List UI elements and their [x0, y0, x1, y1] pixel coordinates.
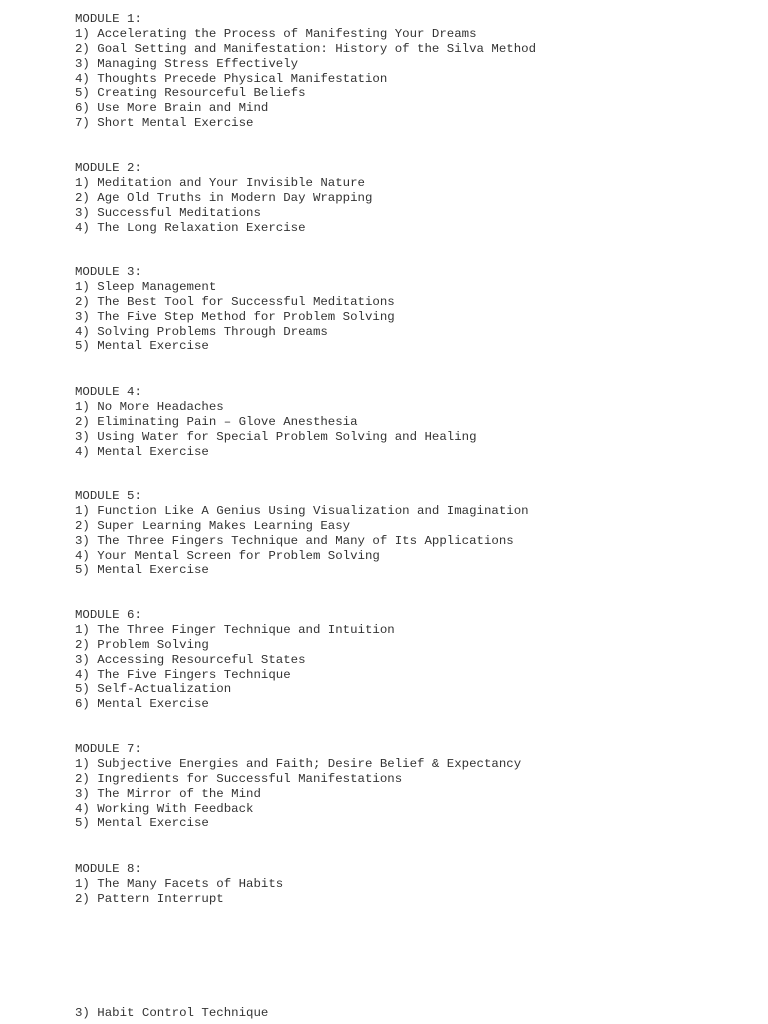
list-item: 7) Short Mental Exercise	[75, 116, 254, 131]
module-5	[75, 489, 529, 578]
list-item: 3) Managing Stress Effectively	[75, 56, 299, 71]
module-6	[75, 608, 395, 712]
list-item: 1) Subjective Energies and Faith; Desire Belief & Expectancy	[75, 756, 522, 771]
list-item: 3) The Mirror of the Mind	[75, 786, 261, 801]
list-item: 2) Goal Setting and Manifestation: History of the Silva Method	[75, 41, 537, 56]
list-item: 2) Eliminating Pain – Glove Anesthesia	[75, 414, 358, 429]
list-item: 4) The Long Relaxation Exercise	[75, 220, 306, 235]
module-heading: MODULE 7:	[75, 742, 142, 756]
list-item: 1) No More Headaches	[75, 399, 224, 414]
list-item: 1) Function Like A Genius Using Visualization and Imagination	[75, 503, 529, 518]
module-heading: MODULE 3:	[75, 265, 142, 279]
module-heading: MODULE 4:	[75, 385, 142, 399]
list-item: 5) Creating Resourceful Beliefs	[75, 86, 306, 101]
list-item: 5) Self-Actualization	[75, 682, 232, 697]
list-item: 4) Solving Problems Through Dreams	[75, 324, 328, 339]
list-item: 2) Age Old Truths in Modern Day Wrapping	[75, 190, 373, 205]
module-4	[75, 385, 477, 459]
module-1	[75, 12, 536, 131]
list-item: 4) The Five Fingers Technique	[75, 667, 291, 682]
list-item: 4) Your Mental Screen for Problem Solving	[75, 548, 380, 563]
list-item: 1) Sleep Management	[75, 279, 217, 294]
list-item: 5) Mental Exercise	[75, 563, 209, 578]
trailing-list-item	[75, 1006, 268, 1021]
list-item: 1) The Many Facets of Habits	[75, 876, 284, 891]
list-item: 3) Habit Control Technique	[75, 1006, 269, 1020]
list-item: 2) The Best Tool for Successful Meditations	[75, 294, 395, 309]
module-8	[75, 862, 283, 907]
list-item: 2) Ingredients for Successful Manifestations	[75, 771, 403, 786]
module-3	[75, 265, 395, 354]
list-item: 3) Accessing Resourceful States	[75, 652, 306, 667]
list-item: 4) Thoughts Precede Physical Manifestation	[75, 71, 388, 86]
module-7	[75, 742, 521, 831]
list-item: 2) Super Learning Makes Learning Easy	[75, 518, 351, 533]
list-item: 6) Mental Exercise	[75, 697, 209, 712]
list-item: 1) Meditation and Your Invisible Nature	[75, 175, 365, 190]
list-item: 6) Use More Brain and Mind	[75, 101, 269, 116]
list-item: 3) The Three Fingers Technique and Many of Its Applications	[75, 533, 514, 548]
module-heading: MODULE 8:	[75, 862, 142, 876]
list-item: 4) Mental Exercise	[75, 444, 209, 459]
list-item: 3) Using Water for Special Problem Solving and Healing	[75, 429, 477, 444]
module-heading: MODULE 1:	[75, 12, 142, 26]
module-heading: MODULE 6:	[75, 608, 142, 622]
module-heading: MODULE 5:	[75, 489, 142, 503]
list-item: 5) Mental Exercise	[75, 339, 209, 354]
list-item: 1) The Three Finger Technique and Intuition	[75, 622, 395, 637]
list-item: 5) Mental Exercise	[75, 816, 209, 831]
list-item: 4) Working With Feedback	[75, 801, 254, 816]
list-item: 1) Accelerating the Process of Manifesting Your Dreams	[75, 26, 477, 41]
module-heading: MODULE 2:	[75, 161, 142, 175]
list-item: 2) Pattern Interrupt	[75, 891, 224, 906]
module-2	[75, 161, 372, 235]
list-item: 2) Problem Solving	[75, 637, 209, 652]
list-item: 3) The Five Step Method for Problem Solving	[75, 309, 395, 324]
list-item: 3) Successful Meditations	[75, 205, 261, 220]
